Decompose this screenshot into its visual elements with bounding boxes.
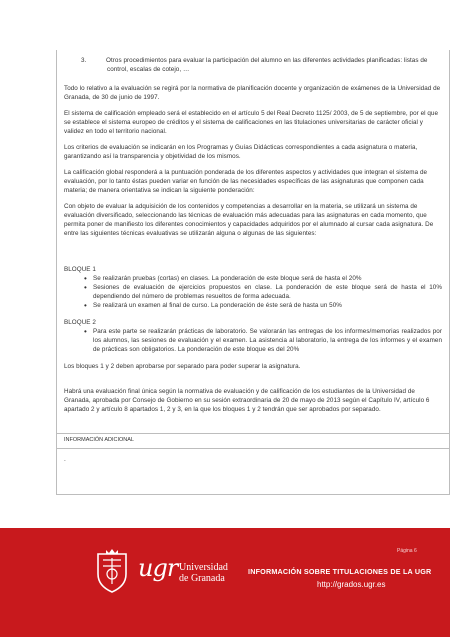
university-name-line1: Universidad	[179, 562, 228, 573]
paragraph: Todo lo relativo a la evaluación se regirá por la normativa de planificación docente y organización de exámenes de la Universidad de Granada, de 30 de junio de 1997.	[64, 85, 441, 101]
degrees-url-link[interactable]: http://grados.ugr.es	[317, 580, 386, 589]
paragraph: Con objeto de evaluar la adquisición de los contenidos y competencias a desarrollar en la materia, se utilizará un sistema de evaluación diversificado, seleccionando las técnicas de evaluación más adecuadas para las asignaturas en cada momento, que permita poner de manifiesto los diferentes conocimientos y capacidades adquiridos por el alumnado al cursar cada asignatura. De entre las siguientes técnicas evaluativas se utilizarán alguna o algunas de las siguientes:	[64, 203, 434, 237]
final-note: Habrá una evaluación final única según la normativa de evaluación y de calificación de los estudiantes de la Universidad de Granada, aprobada por Consejo de Gobierno en su sesión extraordinaria de 20 de mayo de 2013 según el Capítulo IV, artículo 6 apartado 2 y artículo 8 apartados 1, 2 y 3, en la que los bloques 1 y 2 tendrán que ser aprobados por separado.	[64, 388, 430, 413]
paragraph: El sistema de calificación empleado será el establecido en el artículo 5 del Real Decreto 1125/ 2003, de 5 de septiembre, por el que se establece el sistema europeo de créditos y el sistema de calificaciones en las titulaciones universitarias de carácter oficial y validez en todo el territorio nacional.	[64, 110, 439, 135]
list-item: • Para este parte se realizarán prácticas de laboratorio. Se valorarán las entregas de los informes/memorias realizados por los alumnos, las sesiones de evaluación y el examen. La asistencia al laboratorio, la entrega de los informes y el examen de prácticas son obligatorios. La ponderación de este bloque es del 20%	[64, 327, 442, 354]
list-item: • Sesiones de evaluación de ejercicios propuestos en clase. La ponderación de este bloque será de hasta el 10% dependiendo del número de problemas resueltos de forma adecuada.	[64, 283, 442, 301]
bloque1-title: BLOQUE 1	[64, 266, 96, 273]
ugr-logo: ugr	[138, 554, 178, 582]
numbered-item-3	[64, 56, 442, 74]
list-item: • Se realizará un examen al final de curso. La ponderación de éste será de hasta un 50%	[64, 301, 442, 310]
paragraph: La calificación global responderá a la puntuación ponderada de los diferentes aspectos y actividades que integran el sistema de evaluación, por lo tanto éstas pueden variar en función de las necesidades específicas de las asignaturas que componen cada materia; de manera orientativa se indican la siguiente ponderación:	[64, 169, 428, 194]
document-body	[64, 56, 442, 421]
page-number: Página 6	[397, 548, 417, 554]
bloque2-title: BLOQUE 2	[64, 319, 96, 326]
bloques-note: Los bloques 1 y 2 deben aprobarse por separado para poder superar la asignatura.	[64, 363, 301, 370]
list-item: • Se realizarán pruebas (cortas) en clases. La ponderación de este bloque será de hasta el 20%	[64, 274, 442, 283]
paragraph: Los criterios de evaluación se indicarán en los Programas y Guías Didácticas correspondientes a cada asignatura o materia, garantizando así la transparencia y objetividad de los mismos.	[64, 144, 418, 160]
university-name-line2: de Granada	[179, 573, 225, 584]
item-text: Otros procedimientos para evaluar la participación del alumno en las diferentes actividades planificadas: listas de control, escalas de cotejo, …	[106, 57, 428, 73]
university-seal-icon	[92, 548, 132, 594]
divider	[56, 433, 450, 434]
additional-info-label: INFORMACIÓN ADICIONAL	[64, 437, 134, 443]
bloque1-list	[64, 274, 442, 310]
university-name	[179, 562, 228, 584]
bloque2-list	[64, 327, 442, 354]
degrees-info-title: INFORMACIÓN SOBRE TITULACIONES DE LA UGR	[248, 567, 432, 576]
additional-info-content: -	[64, 458, 66, 464]
divider	[56, 448, 450, 449]
item-number: 3.	[81, 57, 87, 64]
